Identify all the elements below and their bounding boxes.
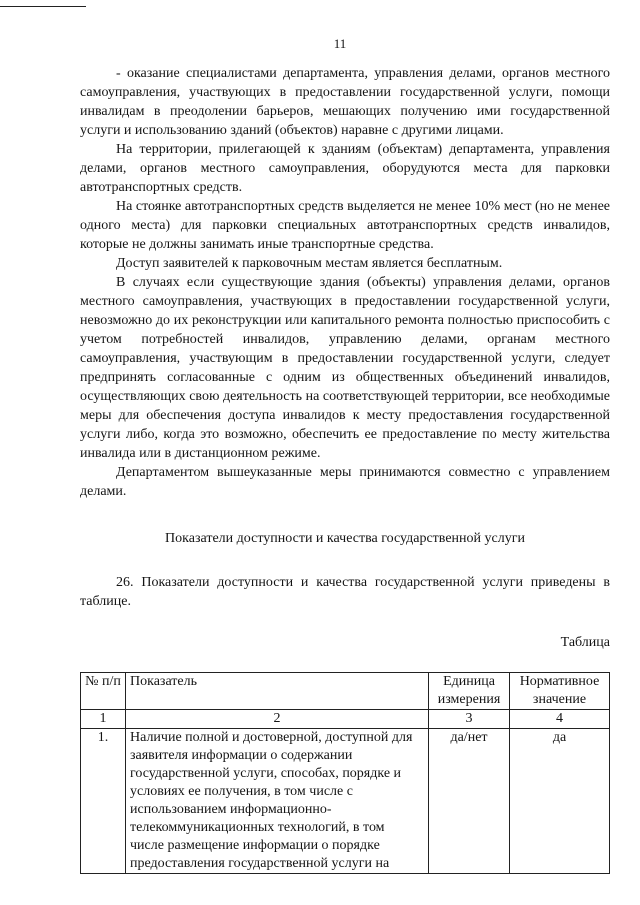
row-num: 1.	[81, 729, 126, 874]
header-norm: Нормативное значение	[510, 673, 610, 710]
page-number: 11	[333, 36, 347, 51]
header-indicator: Показатель	[126, 673, 429, 710]
column-number: 1	[81, 710, 126, 729]
paragraph: На территории, прилегающей к зданиям (объектам) департамента, управления делами, органов местного самоуправления, оборудуются места для парковки автотранспортных средств.	[80, 142, 610, 195]
paragraph: - оказание специалистами департамента, управления делами, органов местного самоуправления, участвующих в предоставлении государственной услуги, помощи инвалидам в преодолении барьеров, мешающих получению ими государственной услуги и использованию зданий (объектов) наравне с другими лицами.	[80, 66, 610, 138]
section-heading: Показатели доступности и качества государственной услуги	[165, 531, 525, 546]
header-unit: Единица измерения	[429, 673, 510, 710]
header-num: № п/п	[81, 673, 126, 710]
row-norm: да	[510, 729, 610, 874]
paragraph: В случаях если существующие здания (объекты) управления делами, органов местного самоуправления, участвующих в предоставлении государственной услуги, невозможно до их реконструкции или капитального ремонта полностью приспособить с учетом потребностей инвалидов, управлению делами, органам местного самоуправления, участвующим в предоставлении государственной услуги, следует предпринять согласованные с одним из общественных объединений инвалидов, осуществляющих свою деятельность на соответствующей территории, все необходимые меры для обеспечения доступа инвалидов к месту предоставления государственной услуги либо, когда это возможно, обеспечить ее предоставление по месту жительства инвалида или в дистанционном режиме.	[80, 275, 610, 461]
row-indicator-text: Наличие полной и достоверной, доступной для заявителя информации о содержании государственной услуги, способах, порядке и условиях ее получения, в том числе с использованием информационно-телекоммуникационных технологий, в том числе размещение информации о порядке предоставления государственной услуги на	[130, 730, 413, 871]
indicators-table	[80, 672, 610, 874]
table-caption: Таблица	[560, 635, 610, 650]
row-unit: да/нет	[429, 729, 510, 874]
item-26-paragraph: 26. Показатели доступности и качества государственной услуги приведены в таблице.	[80, 575, 610, 609]
column-number: 4	[510, 710, 610, 729]
row-indicator	[126, 729, 429, 874]
table-header-row	[81, 673, 610, 710]
paragraph: На стоянке автотранспортных средств выделяется не менее 10% мест (но не менее одного места) для парковки специальных автотранспортных средств инвалидов, которые не должны занимать иные транспортные средства.	[80, 199, 610, 252]
column-number-row	[81, 710, 610, 729]
top-rule	[0, 6, 86, 7]
table-row	[81, 729, 610, 874]
paragraph: Доступ заявителей к парковочным местам является бесплатным.	[116, 256, 503, 271]
paragraph: Департаментом вышеуказанные меры принимаются совместно с управлением делами.	[80, 465, 610, 499]
column-number: 3	[429, 710, 510, 729]
document-body	[80, 64, 610, 874]
column-number: 2	[126, 710, 429, 729]
